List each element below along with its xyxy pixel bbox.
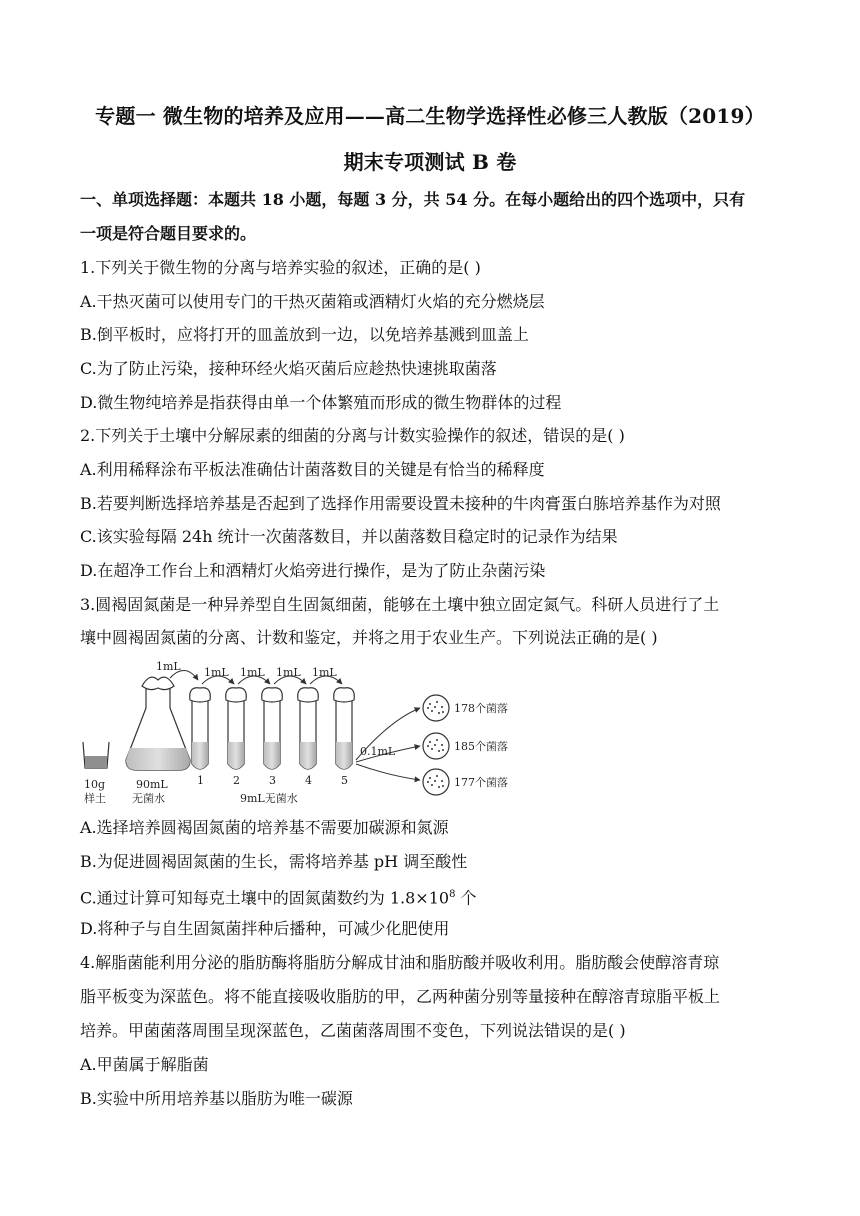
beaker-label-mass: 10g: [84, 778, 106, 791]
q3-stem-line1: 3.圆褐固氮菌是一种异养型自生固氮细菌，能够在土壤中独立固定氮气。科研人员进行了土: [80, 595, 720, 614]
flask-label-water: 无菌水: [132, 792, 165, 805]
petri-dish: [423, 695, 449, 721]
q4-option-b: B.实验中所用培养基以脂肪为唯一碳源: [80, 1089, 353, 1108]
document-title: 专题一 微生物的培养及应用——高二生物学选择性必修三人教版（2019）: [95, 104, 765, 128]
conical-flask: [126, 677, 190, 770]
q3-option-a: A.选择培养圆褐固氮菌的培养基不需要加碳源和氮源: [80, 818, 449, 837]
q3-option-d: D.将种子与自生固氮菌拌种后播种，可减少化肥使用: [80, 919, 450, 938]
beaker-label-soil: 样土: [84, 792, 106, 805]
tube-number: 3: [269, 774, 276, 787]
transfer-label-5: 1mL: [312, 666, 337, 679]
section-heading-line2: 一项是符合题目要求的。: [80, 224, 257, 243]
document-subtitle: 期末专项测试 B 卷: [343, 150, 517, 174]
plate-count-1: 178个菌落: [454, 702, 508, 715]
transfer-label-1: 1mL: [156, 660, 181, 673]
q2-option-d: D.在超净工作台上和酒精灯火焰旁进行操作，是为了防止杂菌污染: [80, 561, 546, 580]
test-tube: [298, 688, 319, 769]
tubes-label: 9mL无菌水: [240, 792, 298, 805]
plating-arrow: [356, 764, 420, 780]
transfer-label-3: 1mL: [240, 666, 265, 679]
tube-number: 1: [197, 774, 204, 787]
test-tube: [226, 688, 247, 769]
plate-count-2: 185个菌落: [454, 740, 508, 753]
q3-option-b: B.为促进圆褐固氮菌的生长，需将培养基 pH 调至酸性: [80, 852, 468, 871]
plate-count-3: 177个菌落: [454, 776, 508, 789]
q3-option-c-text: C.通过计算可知每克土壤中的固氮菌数约为 1.8×10: [80, 888, 450, 908]
test-tubes: [190, 688, 355, 769]
petri-dish: [423, 769, 449, 795]
q2-option-a: A.利用稀释涂布平板法准确估计菌落数目的关键是有恰当的稀释度: [80, 460, 545, 479]
q4-option-a: A.甲菌属于解脂菌: [80, 1055, 209, 1074]
q3-option-c: [80, 883, 790, 910]
q1-option-b: B.倒平板时，应将打开的皿盖放到一边，以免培养基溅到皿盖上: [80, 325, 529, 344]
q1-stem: 1.下列关于微生物的分离与培养实验的叙述，正确的是( ): [80, 258, 481, 277]
petri-dish: [423, 733, 449, 759]
q1-option-d: D.微生物纯培养是指获得由单一个体繁殖而形成的微生物群体的过程: [80, 393, 562, 412]
plating-volume-label: 0.1mL: [360, 745, 396, 758]
q3-stem-line2: 壤中圆褐固氮菌的分离、计数和鉴定，并将之用于农业生产。下列说法正确的是( ): [80, 628, 658, 647]
soil-beaker: [83, 742, 109, 768]
tube-number: 2: [233, 774, 240, 787]
q4-stem-line1: 4.解脂菌能利用分泌的脂肪酶将脂肪分解成甘油和脂肪酸并吸收利用。脂肪酸会使醇溶青琼: [80, 953, 720, 972]
q4-stem-line3: 培养。甲菌菌落周围呈现深蓝色，乙菌菌落周围不变色，下列说法错误的是( ): [80, 1021, 626, 1040]
q4-stem-line2: 脂平板变为深蓝色。将不能直接吸收脂肪的甲，乙两种菌分别等量接种在醇溶青琼脂平板上: [80, 987, 721, 1006]
q2-option-b: B.若要判断选择培养基是否起到了选择作用需要设置未接种的牛肉膏蛋白胨培养基作为对照: [80, 494, 721, 513]
tube-number: 4: [305, 774, 312, 787]
dilution-figure: [80, 660, 520, 810]
test-tube: [334, 688, 355, 769]
q2-stem: 2.下列关于土壤中分解尿素的细菌的分离与计数实验操作的叙述，错误的是( ): [80, 426, 625, 445]
test-tube: [190, 688, 211, 769]
transfer-label-2: 1mL: [204, 666, 229, 679]
q1-option-a: A.干热灭菌可以使用专门的干热灭菌箱或酒精灯火焰的充分燃烧层: [80, 292, 545, 311]
section-heading-line1: 一、单项选择题：本题共 18 小题，每题 3 分，共 54 分。在每小题给出的四个选项中，只有: [80, 190, 746, 209]
q2-option-c: C.该实验每隔 24h 统计一次菌落数目，并以菌落数目稳定时的记录作为结果: [80, 527, 618, 546]
q1-option-c: C.为了防止污染，接种环经火焰灭菌后应趁热快速挑取菌落: [80, 359, 497, 378]
transfer-label-4: 1mL: [276, 666, 301, 679]
q3-option-c-unit: 个: [455, 888, 477, 908]
tube-number: 5: [341, 774, 348, 787]
flask-label-volume: 90mL: [136, 778, 168, 791]
test-tube: [262, 688, 283, 769]
q3-option-c-exponent: 8: [449, 889, 456, 900]
